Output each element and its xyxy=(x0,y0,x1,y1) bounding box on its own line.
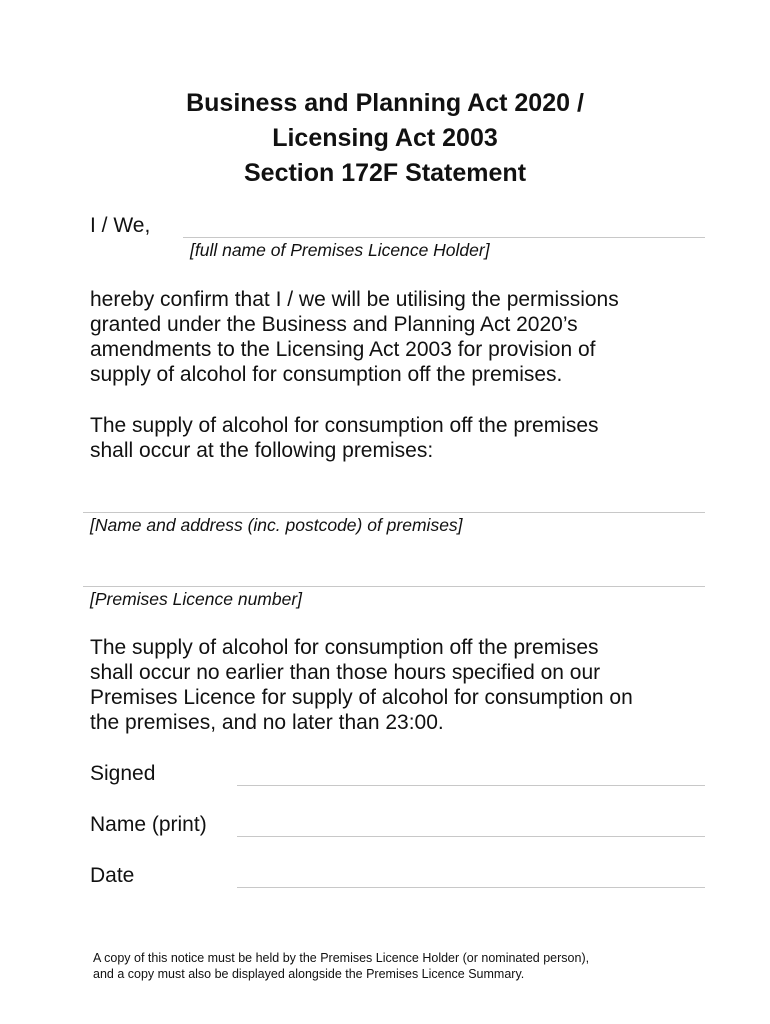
confirmation-line-4: supply of alcohol for consumption off the premises. xyxy=(90,363,563,386)
holder-prefix: I / We, xyxy=(90,214,151,237)
date-field[interactable] xyxy=(237,887,705,888)
title-line-1: Business and Planning Act 2020 / xyxy=(186,89,584,117)
name-print-field[interactable] xyxy=(237,836,705,837)
premises-intro-paragraph xyxy=(90,413,599,463)
hours-line-1: The supply of alcohol for consumption off the premises xyxy=(90,636,599,659)
confirmation-line-1: hereby confirm that I / we will be utilising the permissions xyxy=(90,288,619,311)
signed-field[interactable] xyxy=(237,785,705,786)
confirmation-line-3: amendments to the Licensing Act 2003 for provision of xyxy=(90,338,596,361)
footer-line-2: and a copy must also be displayed alongside the Premises Licence Summary. xyxy=(93,967,525,981)
holder-name-caption: [full name of Premises Licence Holder] xyxy=(190,240,490,260)
premises-licence-line[interactable] xyxy=(83,586,705,587)
confirmation-paragraph xyxy=(90,287,619,387)
premises-intro-line-2: shall occur at the following premises: xyxy=(90,439,434,462)
document-title xyxy=(0,86,770,191)
confirmation-line-2: granted under the Business and Planning Act 2020’s xyxy=(90,313,578,336)
hours-paragraph xyxy=(90,635,633,735)
hours-line-3: Premises Licence for supply of alcohol for consumption on xyxy=(90,686,633,709)
premises-licence-caption: [Premises Licence number] xyxy=(90,589,303,609)
title-line-3: Section 172F Statement xyxy=(243,159,527,187)
holder-name-line[interactable] xyxy=(183,237,705,238)
hours-line-2: shall occur no earlier than those hours specified on our xyxy=(90,661,601,684)
title-line-2: Licensing Act 2003 xyxy=(272,124,498,152)
signed-label: Signed xyxy=(90,762,156,785)
footer-notice xyxy=(93,950,589,982)
premises-address-line[interactable] xyxy=(83,512,705,513)
footer-line-1: A copy of this notice must be held by the Premises Licence Holder (or nominated person), xyxy=(93,951,590,965)
premises-address-caption: [Name and address (inc. postcode) of premises] xyxy=(90,515,463,535)
name-print-label: Name (print) xyxy=(90,813,207,836)
date-label: Date xyxy=(90,864,135,887)
premises-intro-line-1: The supply of alcohol for consumption off the premises xyxy=(90,414,599,437)
hours-line-4: the premises, and no later than 23:00. xyxy=(90,711,444,734)
